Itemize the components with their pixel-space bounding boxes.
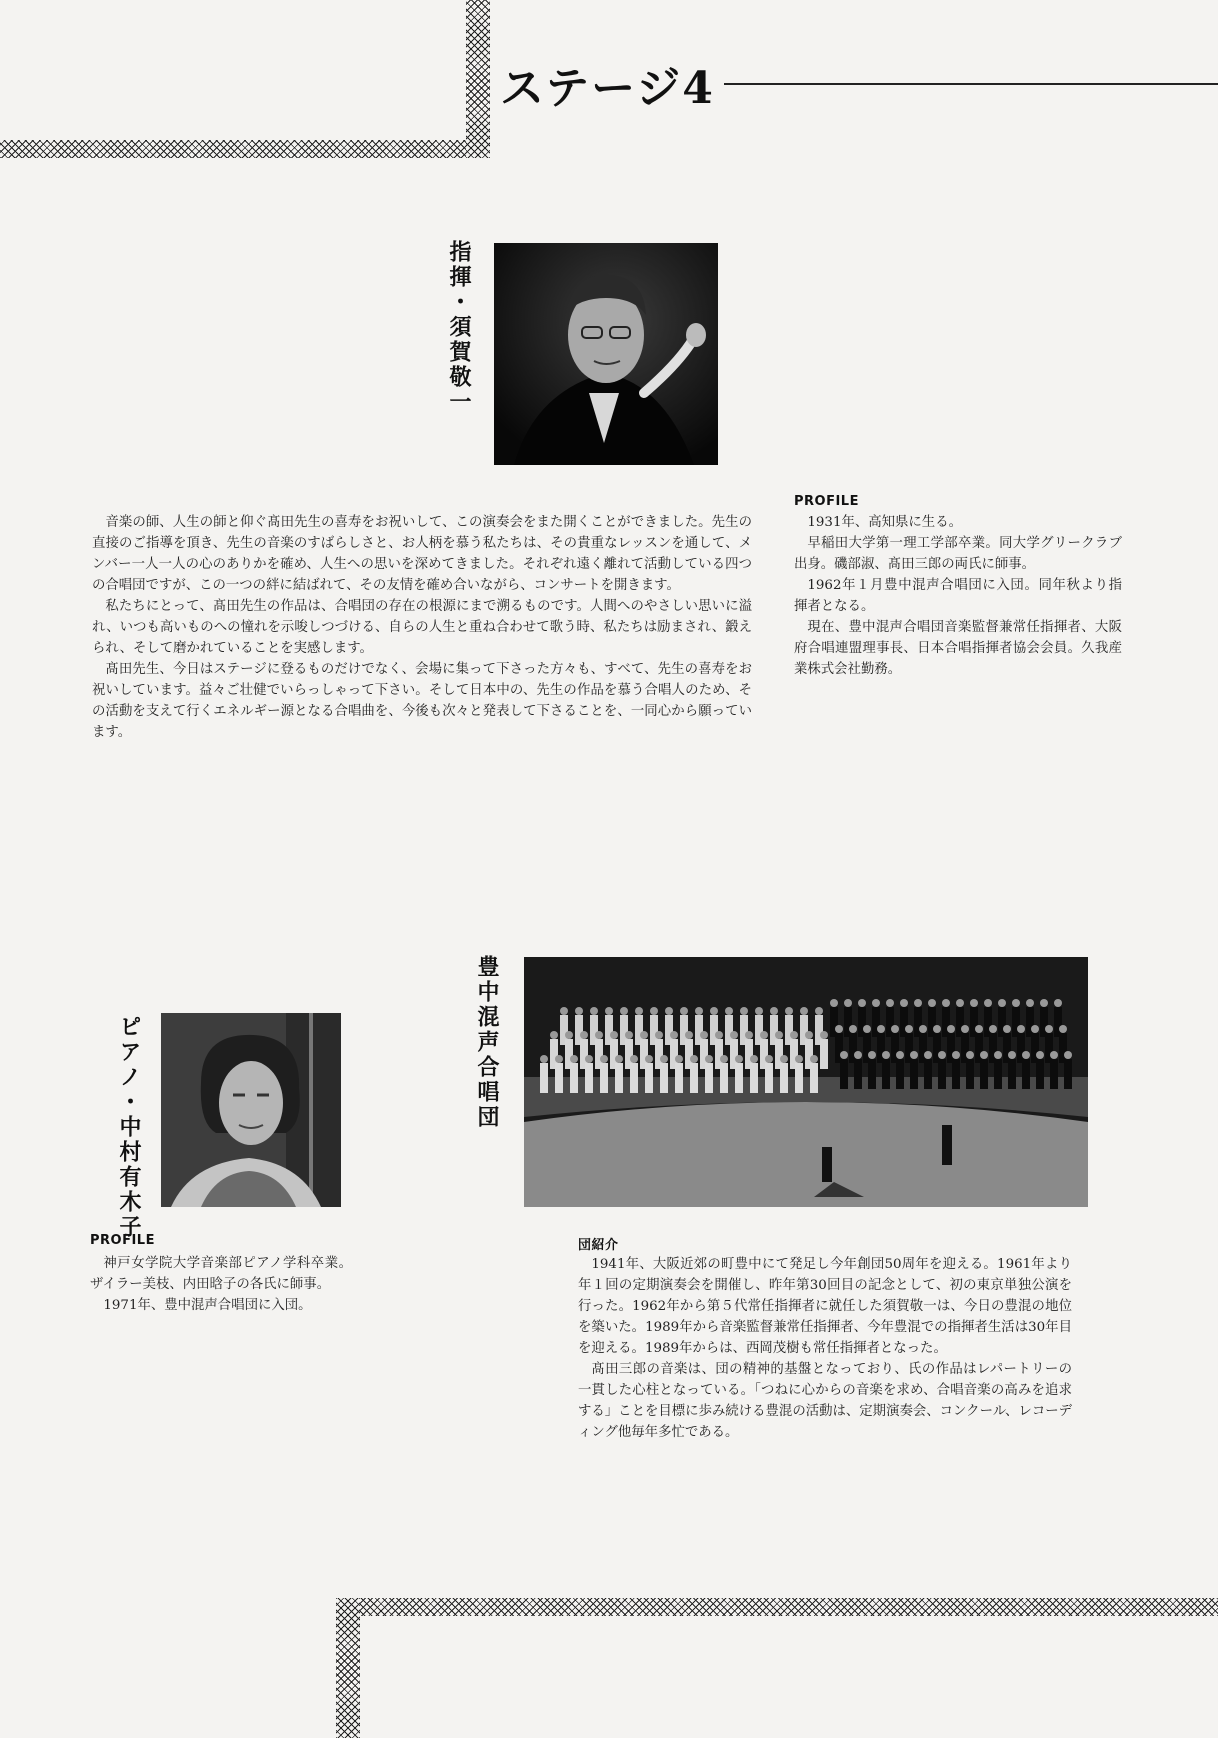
choir-member-figure [540,1063,548,1093]
choir-member-head [670,1031,678,1039]
choir-member-head [815,1007,823,1015]
choir-member-head [795,1055,803,1063]
choir-member-head [810,1055,818,1063]
choir-member-head [765,1055,773,1063]
choir-member-head [1045,1025,1053,1033]
conductor-label: 指揮・須賀敬一 [446,240,471,415]
choir-member-head [900,999,908,1007]
choir-member-head [755,1007,763,1015]
choir-member-figure [1045,1033,1053,1063]
choir-member-figure [863,1033,871,1063]
page-title: ステージ4 [500,63,715,114]
choir-intro-paragraph: 髙田三郎の音楽は、団の精神的基盤となっており、氏の作品はレパートリーの一貫した心柱となっている。「つねに心からの音楽を求め、合唱音楽の高みを追求する」ことを目標に歩み続ける豊混の活動は、定期演奏会、コンクール、レコーディング他毎年多忙である。 [578,1362,1072,1440]
choir-member-head [1059,1025,1067,1033]
choir-member-figure [966,1059,974,1089]
choir-member-head [605,1007,613,1015]
choir-member-head [872,999,880,1007]
choir-member-head [655,1031,663,1039]
choir-member-head [700,1031,708,1039]
choir-member-figure [735,1063,743,1093]
choir-member-figure [868,1059,876,1089]
pianist-label: ピアノ・中村有木子 [116,1015,141,1240]
choir-member-head [585,1055,593,1063]
choir-member-head [565,1031,573,1039]
choir-member-head [575,1007,583,1015]
conductor-profile-line: 1962年１月豊中混声合唱団に入団。同年秋より指揮者となる。 [794,578,1122,614]
choir-member-figure [980,1059,988,1089]
choir-member-head [540,1055,548,1063]
decorative-border-top-left [0,140,490,158]
choir-member-head [1017,1025,1025,1033]
choir-member-figure [877,1033,885,1063]
choir-member-figure [1017,1033,1025,1063]
conductor-profile-line: 現在、豊中混声合唱団音楽監督兼常任指揮者、大阪府合唱連盟理事長、日本合唱指揮者協会会員。久我産業株式会社勤務。 [794,620,1122,677]
decorative-border-bottom-vertical [336,1598,360,1738]
choir-member-head [998,999,1006,1007]
choir-member-figure [795,1063,803,1093]
choir-member-head [615,1055,623,1063]
choir-member-head [938,1051,946,1059]
choir-member-figure [1022,1059,1030,1089]
choir-intro [578,1254,1072,1443]
choir-member-head [635,1007,643,1015]
choir-member-head [680,1007,688,1015]
choir-member-head [942,999,950,1007]
choir-member-head [966,1051,974,1059]
choir-member-head [550,1031,558,1039]
choir-member-figure [1036,1059,1044,1089]
choir-photo-image [524,957,1088,1207]
choir-member-figure [994,1059,1002,1089]
choir-member-head [665,1007,673,1015]
message-paragraph: 私たちにとって、髙田先生の作品は、合唱団の存在の根源にまで溯るものです。人間へのやさしい思いに溢れ、いつも高いものへの憧れを示唆しつづける、自らの人生と重ね合わせて歌う時、私たちは励まされ、鍛えられ、そして磨かれていることを実感します。 [92,599,752,656]
choir-member-figure [1031,1033,1039,1063]
choir-member-figure [928,1007,936,1037]
choir-member-figure [1050,1059,1058,1089]
choir-intro-paragraph: 1941年、大阪近郊の町豊中にて発足し今年創団50周年を迎える。1961年より年１回の定期演奏会を開催し、昨年第30回目の記念として、初の東京単独公演を行った。1962年から第５代常任指揮者に就任した須賀敬一は、今日の豊混の地位を築いた。1989年から音楽監督兼常任指揮者、今年豊混での指揮者生活は30年目を迎える。1989年からは、西岡茂樹も常任指揮者となった。 [578,1257,1072,1356]
choir-member-figure [998,1007,1006,1037]
choir-member-head [849,1025,857,1033]
choir-member-figure [675,1063,683,1093]
choir-member-figure [933,1033,941,1063]
choir-member-figure [924,1059,932,1089]
choir-member-head [660,1055,668,1063]
conductor-profile-label: PROFILE [794,494,859,509]
choir-member-head [914,999,922,1007]
choir-member-figure [690,1063,698,1093]
choir-member-figure [919,1033,927,1063]
choir-member-head [710,1007,718,1015]
choir-member-figure [872,1007,880,1037]
choir-member-head [1026,999,1034,1007]
choir-member-head [1064,1051,1072,1059]
choir-member-figure [630,1063,638,1093]
choir-member-head [675,1055,683,1063]
choir-member-head [750,1055,758,1063]
choir-member-head [695,1007,703,1015]
choir-member-head [645,1055,653,1063]
pianist-photo [161,1013,341,1207]
choir-member-head [840,1051,848,1059]
choir-member-figure [914,1007,922,1037]
choir-member-head [905,1025,913,1033]
choir-member-figure [896,1059,904,1089]
choir-member-head [1040,999,1048,1007]
choir-member-head [805,1031,813,1039]
choir-member-head [630,1055,638,1063]
choir-member-head [830,999,838,1007]
choir-member-head [877,1025,885,1033]
decorative-border-bottom [336,1598,1218,1616]
choir-member-figure [975,1033,983,1063]
choir-member-head [590,1007,598,1015]
choir-member-figure [952,1059,960,1089]
choir-member-figure [1008,1059,1016,1089]
choir-member-head [650,1007,658,1015]
choir-member-head [891,1025,899,1033]
choir-member-figure [961,1033,969,1063]
choir-member-head [994,1051,1002,1059]
choir-member-head [1022,1051,1030,1059]
choir-member-head [740,1007,748,1015]
choir-member-head [725,1007,733,1015]
choir-member-figure [1040,1007,1048,1037]
choir-member-head [640,1031,648,1039]
choir-member-figure [1054,1007,1062,1037]
choir-member-head [760,1031,768,1039]
choir-member-head [1054,999,1062,1007]
choir-member-head [975,1025,983,1033]
choir-member-head [854,1051,862,1059]
choir-member-head [775,1031,783,1039]
choir-member-head [790,1031,798,1039]
choir-member-figure [1026,1007,1034,1037]
message-paragraph: 音楽の師、人生の師と仰ぐ髙田先生の喜寿をお祝いして、この演奏会をまた開くことができました。先生の直接のご指導を頂き、先生の音楽のすばらしさと、お人柄を慕う私たちは、その貴重なレッスンを通して、メンバー一人一人の心のありかを確め、人生への思いを深めてきました。それぞれ遠く離れて活動している四つの合唱団ですが、この一つの絆に結ばれて、その友情を確め合いながら、コンサートを開きます。 [92,515,752,593]
choir-member-head [984,999,992,1007]
choir-member-figure [891,1033,899,1063]
choir-member-figure [984,1007,992,1037]
conductor-profile-line: 早稲田大学第一理工学部卒業。同大学グリークラブ出身。磯部淑、髙田三郎の両氏に師事。 [794,536,1122,572]
choir-member-head [1012,999,1020,1007]
choir-member-figure [956,1007,964,1037]
choir-member-head [970,999,978,1007]
pianist-photo-image [161,1013,341,1207]
choir-member-figure [970,1007,978,1037]
choir-member-head [595,1031,603,1039]
choir-member-figure [854,1059,862,1089]
choir-member-figure [645,1063,653,1093]
choir-member-head [1050,1051,1058,1059]
choir-member-head [1036,1051,1044,1059]
choir-member-figure [750,1063,758,1093]
choir-member-head [570,1055,578,1063]
choir-member-head [620,1007,628,1015]
choir-member-figure [1012,1007,1020,1037]
choir-member-figure [555,1063,563,1093]
choir-member-head [886,999,894,1007]
choir-member-head [735,1055,743,1063]
choir-member-head [910,1051,918,1059]
choir-member-head [928,999,936,1007]
choir-member-head [720,1055,728,1063]
choir-member-figure [886,1007,894,1037]
choir-member-figure [1003,1033,1011,1063]
choir-member-head [690,1055,698,1063]
choir-member-head [947,1025,955,1033]
choir-member-head [980,1051,988,1059]
choir-member-figure [1064,1059,1072,1089]
choir-label: 豊中混声合唱団 [474,955,499,1130]
choir-member-figure [660,1063,668,1093]
choir-member-head [730,1031,738,1039]
choir-member-figure [830,1007,838,1037]
conductor-photo [494,243,718,465]
choir-member-head [705,1055,713,1063]
choir-member-head [844,999,852,1007]
conductor-profile-line: 1931年、高知県に生る。 [807,515,962,530]
message-paragraph: 髙田先生、今日はステージに登るものだけでなく、会場に集って下さった方々も、すべて、先生の喜寿をお祝いしています。益々ご壮健でいらっしゃって下さい。そして日本中の、先生の作品を慕う合唱人のため、その活動を支えて行くエネルギー源となる合唱曲を、今後も次々と発表して下さることを、一同心から願っています。 [92,662,753,740]
choir-member-figure [615,1063,623,1093]
choir-member-head [715,1031,723,1039]
choir-photo [524,957,1088,1207]
choir-member-figure [835,1033,843,1063]
choir-member-head [745,1031,753,1039]
choir-member-head [770,1007,778,1015]
choir-member-figure [720,1063,728,1093]
pianist-profile-line: 1971年、豊中混声合唱団に入団。 [103,1298,312,1313]
choir-member-figure [905,1033,913,1063]
conductor-photo-image [494,243,718,465]
choir-member-head [919,1025,927,1033]
greeting-message [92,512,752,743]
choir-member-head [933,1025,941,1033]
choir-member-head [956,999,964,1007]
choir-member-head [625,1031,633,1039]
choir-member-figure [849,1033,857,1063]
choir-member-head [800,1007,808,1015]
choir-member-figure [942,1007,950,1037]
choir-member-figure [585,1063,593,1093]
choir-member-head [560,1007,568,1015]
choir-member-figure [938,1059,946,1089]
choir-member-head [780,1055,788,1063]
choir-member-figure [765,1063,773,1093]
choir-member-head [600,1055,608,1063]
choir-member-figure [780,1063,788,1093]
choir-member-head [1003,1025,1011,1033]
choir-member-head [785,1007,793,1015]
choir-member-head [882,1051,890,1059]
choir-member-figure [1059,1033,1067,1063]
choir-member-head [580,1031,588,1039]
choir-member-head [989,1025,997,1033]
choir-member-figure [900,1007,908,1037]
choir-member-head [1008,1051,1016,1059]
choir-member-head [1031,1025,1039,1033]
choir-member-figure [989,1033,997,1063]
choir-member-head [820,1031,828,1039]
choir-member-head [835,1025,843,1033]
choir-member-head [868,1051,876,1059]
pianist-profile [90,1253,352,1316]
pianist-profile-label: PROFILE [90,1233,155,1248]
choir-member-head [685,1031,693,1039]
choir-member-figure [844,1007,852,1037]
choir-member-figure [882,1059,890,1089]
choir-member-head [858,999,866,1007]
choir-member-head [610,1031,618,1039]
choir-member-head [961,1025,969,1033]
title-rule [724,83,1218,85]
choir-member-figure [910,1059,918,1089]
decorative-border-top-vertical [466,0,490,158]
pianist-profile-line: 神戸女学院大学音楽部ピアノ学科卒業。ザイラー美枝、内田晗子の各氏に師事。 [90,1256,352,1292]
conductor-profile [794,512,1122,680]
choir-member-figure [840,1059,848,1089]
choir-member-figure [600,1063,608,1093]
choir-member-figure [947,1033,955,1063]
choir-member-head [952,1051,960,1059]
choir-intro-label: 団紹介 [578,1238,619,1253]
choir-member-head [896,1051,904,1059]
choir-member-figure [705,1063,713,1093]
choir-member-head [924,1051,932,1059]
choir-member-head [555,1055,563,1063]
choir-member-figure [858,1007,866,1037]
choir-member-figure [570,1063,578,1093]
choir-member-head [863,1025,871,1033]
choir-member-figure [820,1039,828,1069]
choir-member-figure [810,1063,818,1093]
